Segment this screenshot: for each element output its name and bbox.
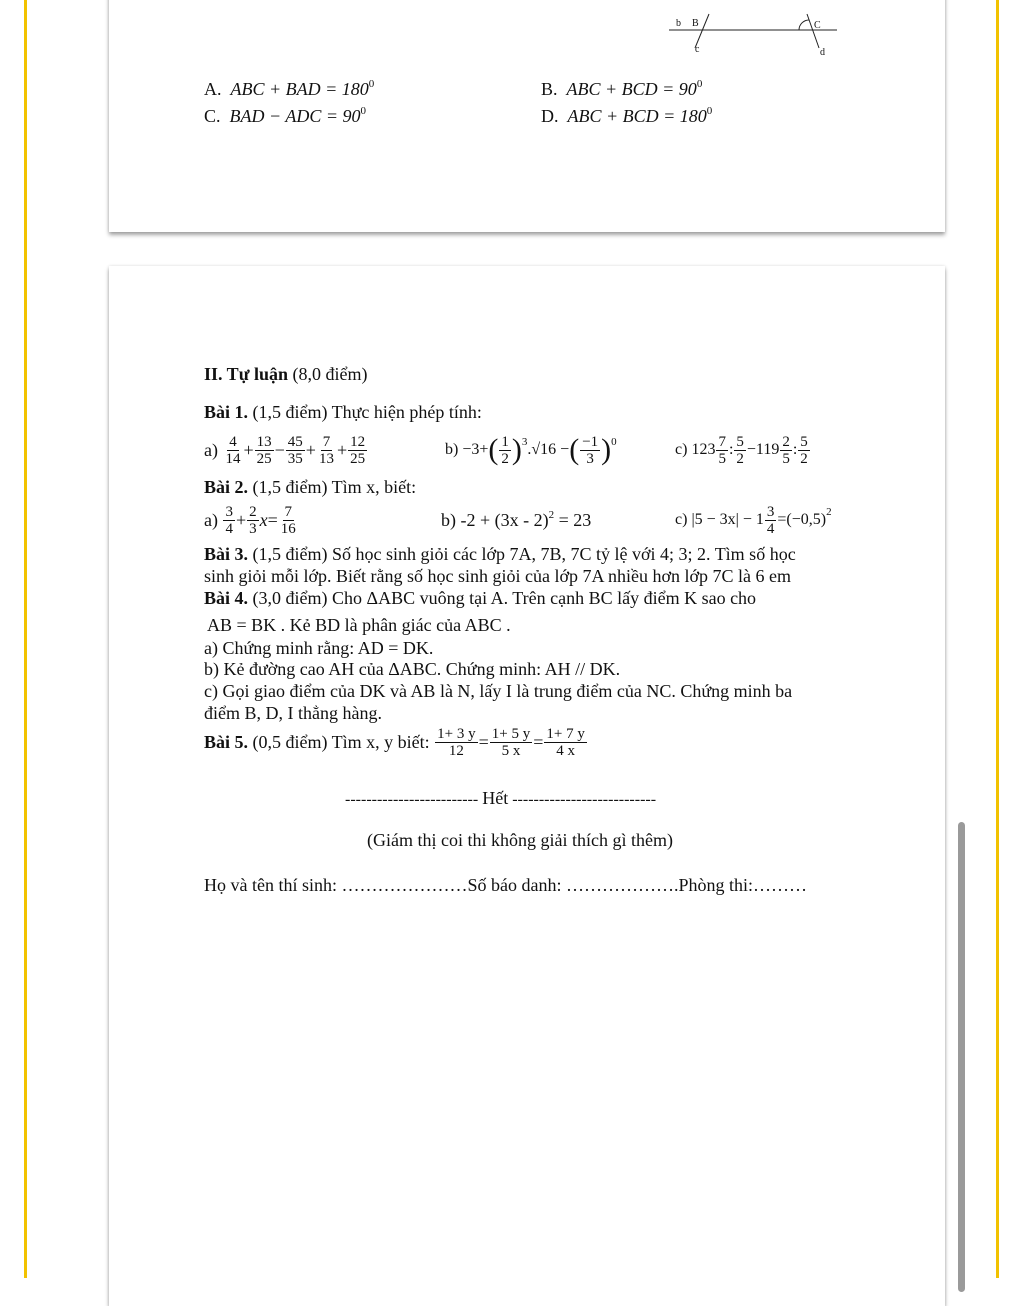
bai4-line4: b) Kẻ đường cao AH của ΔABC. Chứng minh: AH // DK. — [204, 659, 621, 679]
bai5: Bài 5. (0,5 điểm) Tìm x, y biết: $\frac{1+ 3 y}{12}$ = $\frac{1+ 5 y}{5 x}$ = $\frac{1+ 7 y}{4 x}$ — [204, 725, 585, 759]
bai2-c: c) |5 − 3x| − 1 $\frac{3}{4}$ =(−0,5) 2 — [675, 503, 832, 537]
section-title: II. Tự luận (8,0 điểm) — [204, 364, 368, 384]
label-b: b — [676, 18, 681, 29]
label-B: B — [692, 18, 699, 29]
bai4-line5: c) Gọi giao điểm của DK và AB là N, lấy I là trung điểm của NC. Chứng minh ba — [204, 681, 793, 701]
bai4-line2: AB = BK . Kẻ BD là phân giác của ABC . — [207, 615, 511, 635]
choice-d: D. ABC + BCD = $180^0$ — [541, 105, 713, 126]
bai3-line1: Bài 3. (1,5 điểm) Số học sinh giỏi các lớp 7A, 7B, 7C tỷ lệ với 4; 3; 2. Tìm số học — [204, 544, 796, 564]
bai2-heading: Bài 2. (1,5 điểm) Tìm x, biết: — [204, 477, 417, 497]
label-d: d — [820, 47, 825, 58]
bai1-a: a) $\frac{4}{14}$ + $\frac{13}{25}$ − $\frac{45}{35}$ + $\frac{7}{13}$ + $\frac{12}{25}$ — [204, 433, 366, 467]
bai1-heading: Bài 1. (1,5 điểm) Thực hiện phép tính: — [204, 402, 482, 422]
candidate-info: Họ và tên thí sinh: …………………Số báo danh: ……………….Phòng thi:……… — [204, 875, 807, 895]
scrollbar[interactable] — [958, 822, 965, 1292]
bai2-b: b) -2 + (3x - 2)$^2$ = 23 — [441, 509, 592, 530]
left-border — [24, 0, 27, 1278]
choice-b: B. ABC + BCD = $90^0$ — [541, 78, 703, 99]
bai1-b: b) −3+ ( $\frac{1}{2}$ ) 3 .√16 − ( $\frac{-1}{3}$ ) 0 — [445, 433, 617, 467]
angle-arc — [799, 20, 809, 30]
proctor-note: (Giám thị coi thi không giải thích gì thêm) — [367, 830, 673, 850]
label-c: c — [695, 44, 700, 55]
bai3-line2: sinh giỏi mỗi lớp. Biết rằng số học sinh giỏi của lớp 7A nhiều hơn lớp 7C là 6 em — [204, 566, 792, 586]
end-marker: ------------------------- Hết --------------------------- — [345, 788, 657, 808]
bai1-c: c) 123 $\frac{7}{5}$ : $\frac{5}{2}$ −119 $\frac{2}{5}$ : $\frac{5}{2}$ — [675, 433, 808, 467]
choice-c: C. BAD − ADC = $90^0$ — [204, 105, 366, 126]
bai2-a: a) $\frac{3}{4}$ + $\frac{2}{3}$ x = $\frac{7}{16}$ — [204, 503, 296, 537]
document-page-1 — [109, 0, 945, 232]
right-border — [996, 0, 999, 1278]
choice-a: A. ABC + BAD = $180^0$ — [204, 78, 375, 99]
label-C: C — [814, 20, 821, 31]
bai4-line3: a) Chứng minh rằng: AD = DK. — [204, 638, 434, 658]
bai4-line6: điểm B, D, I thẳng hàng. — [204, 703, 382, 723]
document-page-2 — [109, 266, 945, 1306]
bai4-line1: Bài 4. (3,0 điểm) Cho ΔABC vuông tại A. Trên cạnh BC lấy điểm K sao cho — [204, 588, 757, 608]
